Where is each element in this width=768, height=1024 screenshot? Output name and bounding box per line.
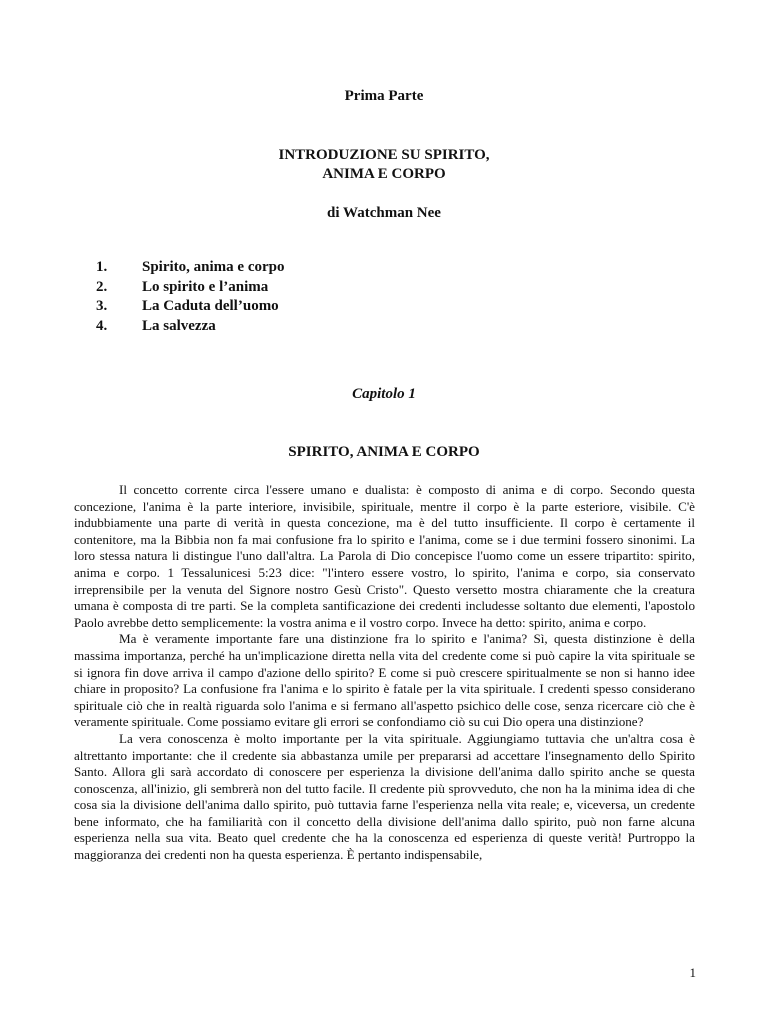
toc-number: 3. <box>96 298 108 314</box>
toc-item-3 <box>96 297 285 317</box>
toc-label: La salvezza <box>142 317 216 334</box>
page-number: 1 <box>689 965 696 980</box>
table-of-contents <box>96 258 285 336</box>
toc-number: 4. <box>96 317 108 334</box>
toc-label: Spirito, anima e corpo <box>142 259 285 275</box>
toc-number: 2. <box>96 278 108 295</box>
toc-item-1 <box>96 258 285 278</box>
paragraph-2: Ma è veramente importante fare una distinzione fra lo spirito e l'anima? Sì, questa distinzione è della massima importanza, perché ha un'implicazione diretta nella vita del credente come si può capire la vita spirituale se si ignora fin dove arriva il campo d'azione dello spirito? E come si può crescere spiritualmente se non si hanno idee chiare in proposito? La confusione fra l'anima e lo spirito è fatale per la vita spirituale. I credenti spesso considerano spirituale ciò che in realtà riguarda solo l'anima e si fermano all'aspetto psichico delle cose, senza ricercare ciò che è veramente spirituale. Come possiamo evitare gli errori se confondiamo ciò su cui Dio opera una distinzione? <box>74 631 695 730</box>
paragraph-1: Il concetto corrente circa l'essere umano e dualista: è composto di anima e di corpo. Secondo questa concezione, l'anima è la parte interiore, invisibile, spirituale, mentre il corpo è la parte esteriore, visibile. C'è indubbiamente una parte di verità in questa concezione, ma è del tutto insufficiente. Il corpo è certamente il contenitore, ma la Bibbia non fa mai confusione fra lo spirito e l'anima, come se i due termini fossero sinonimi. La loro stessa natura li distingue l'uno dall'altra. La Parola di Dio concepisce l'uomo come un essere tripartito: spirito, anima e corpo. 1 Tessalunicesi 5:23 dice: "l'intero essere vostro, lo spirito, l'anima e corpo, sia conservato irreprensibile per la venuta del Signore nostro Gesù Cristo". Questo versetto mostra chiaramente che la creatura umana è composta di tre parti. Se la completa santificazione dei credenti includesse soltanto due elementi, l'apostolo Paolo avrebbe detto semplicemente: la vostra anima e il vostro corpo. Invece ha detto: spirito, anima e corpo. <box>74 482 695 630</box>
part-heading: Prima Parte <box>344 88 424 104</box>
title-line-2: ANIMA E CORPO <box>322 166 446 182</box>
toc-item-4 <box>96 317 285 337</box>
body-text <box>74 482 695 864</box>
paragraph-3: La vera conoscenza è molto importante per la vita spirituale. Aggiungiamo tuttavia che un'altra cosa è altrettanto importante: che il credente sia abbastanza umile per prepararsi ad accettare l'insegnamento dello Spirito Santo. Allora gli sarà accordato di conoscere per esperienza la divisione dell'anima dallo spirito anche se questa conoscenza, all'inizio, gli sembrerà non del tutto facile. Il credente più sprovveduto, che non ha la minima idea di che cosa sia la divisione dell'anima dallo spirito, può tuttavia farne l'esperienza nella vita reale; e, viceversa, un credente bene informato, che ha familiarità con il concetto della divisione dell'anima dallo spirito, può non farne alcuna esperienza nella sua vita. Beato quel credente che ha la conoscenza ed esperienza di queste verità! Purtroppo la maggioranza dei credenti non ha questa esperienza. È pertanto indispensabile, <box>74 730 695 863</box>
document-title <box>0 146 768 184</box>
toc-label: Lo spirito e l’anima <box>142 278 269 295</box>
toc-label: La Caduta dell’uomo <box>142 298 279 314</box>
chapter-title: SPIRITO, ANIMA E CORPO <box>288 444 480 460</box>
title-line-1: INTRODUZIONE SU SPIRITO, <box>278 147 490 163</box>
toc-item-2 <box>96 278 285 298</box>
author-line: di Watchman Nee <box>327 205 441 221</box>
chapter-heading: Capitolo 1 <box>352 386 416 402</box>
toc-number: 1. <box>96 259 108 275</box>
